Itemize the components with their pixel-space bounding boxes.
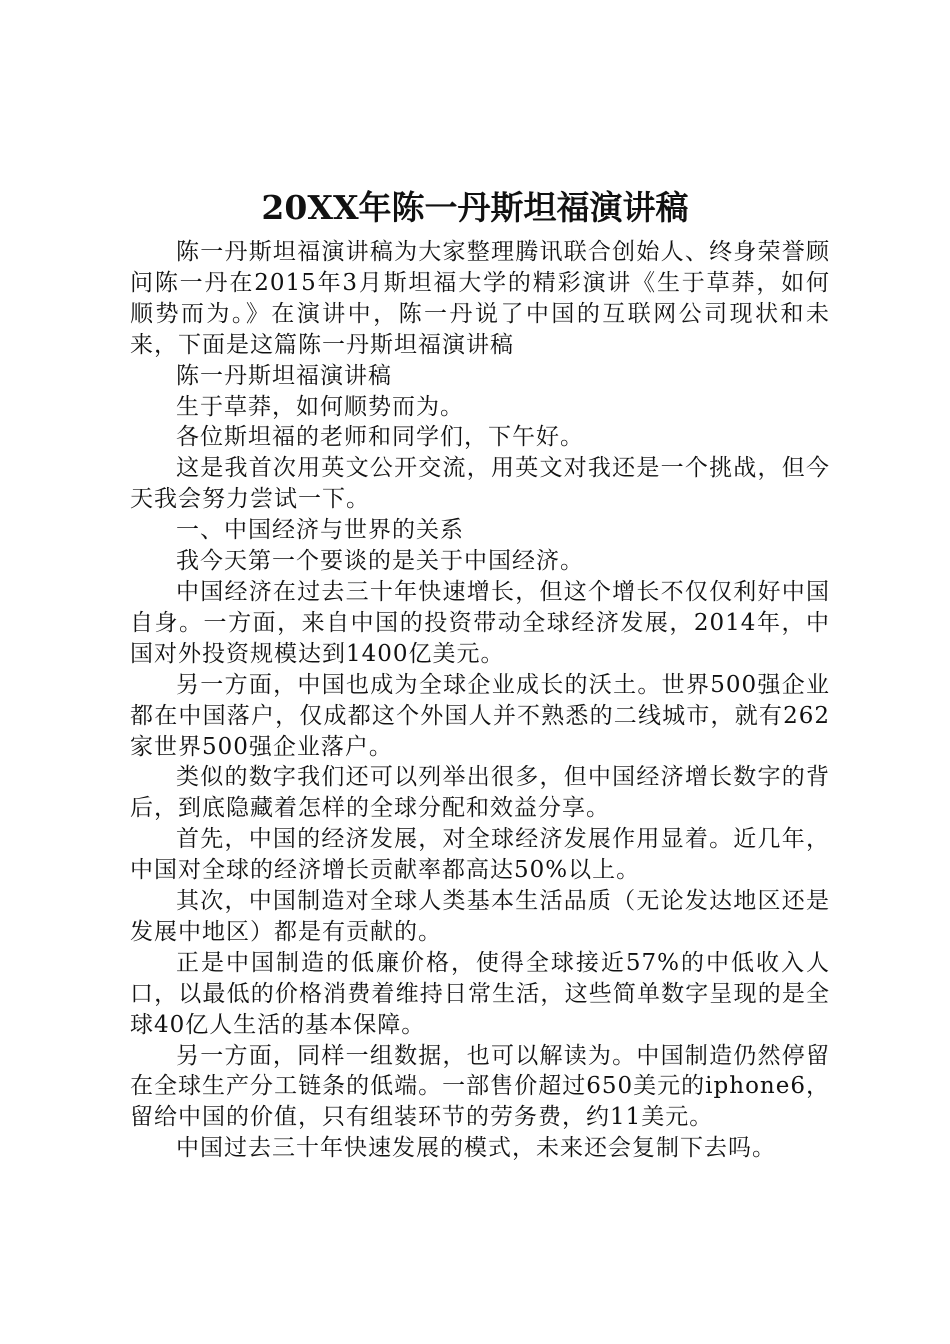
paragraph: 这是我首次用英文公开交流，用英文对我还是一个挑战，但今天我会努力尝试一下。 [130,455,830,513]
paragraph-greeting: 各位斯坦福的老师和同学们，下午好。 [176,424,584,451]
paragraph: 另一方面，同样一组数据，也可以解读为。中国制造仍然停留在全球生产分工链条的低端。一部售价超过650美元的iphone6，留给中国的价值，只有组装环节的劳务费，约11美元。 [130,1042,830,1131]
paragraph: 另一方面，中国也成为全球企业成长的沃土。世界500强企业都在中国落户，仅成都这个外国人并不熟悉的二线城市，就有262家世界500强企业落户。 [130,671,830,760]
document-title: 20XX年陈一丹斯坦福演讲稿 [261,188,689,227]
paragraph: 中国经济在过去三十年快速增长，但这个增长不仅仅利好中国自身。一方面，来自中国的投资带动全球经济发展，2014年，中国对外投资规模达到1400亿美元。 [130,578,830,667]
paragraph: 首先，中国的经济发展，对全球经济发展作用显着。近几年，中国对全球的经济增长贡献率都高达50%以上。 [130,826,830,884]
paragraph-intro: 陈一丹斯坦福演讲稿为大家整理腾讯联合创始人、终身荣誉顾问陈一丹在2015年3月斯坦福大学的精彩演讲《生于草莽，如何顺势而为。》在演讲中，陈一丹说了中国的互联网公司现状和未来，下面是这篇陈一丹斯坦福演讲稿 [130,239,830,358]
paragraph: 类似的数字我们还可以列举出很多，但中国经济增长数字的背后，到底隐藏着怎样的全球分配和效益分享。 [130,764,830,822]
paragraph-speech-heading: 陈一丹斯坦福演讲稿 [176,362,392,389]
paragraph: 正是中国制造的低廉价格，使得全球接近57%的中低收入人口，以最低的价格消费着维持日常生活，这些简单数字呈现的是全球40亿人生活的基本保障。 [130,949,830,1038]
document-body [130,237,830,1164]
paragraph: 我今天第一个要谈的是关于中国经济。 [176,548,584,575]
paragraph: 中国过去三十年快速发展的模式，未来还会复制下去吗。 [176,1135,776,1162]
section-heading: 一、中国经济与世界的关系 [176,517,464,544]
paragraph: 其次，中国制造对全球人类基本生活品质（无论发达地区还是发展中地区）都是有贡献的。 [130,888,830,945]
paragraph-speech-subtitle: 生于草莽，如何顺势而为。 [176,393,464,420]
